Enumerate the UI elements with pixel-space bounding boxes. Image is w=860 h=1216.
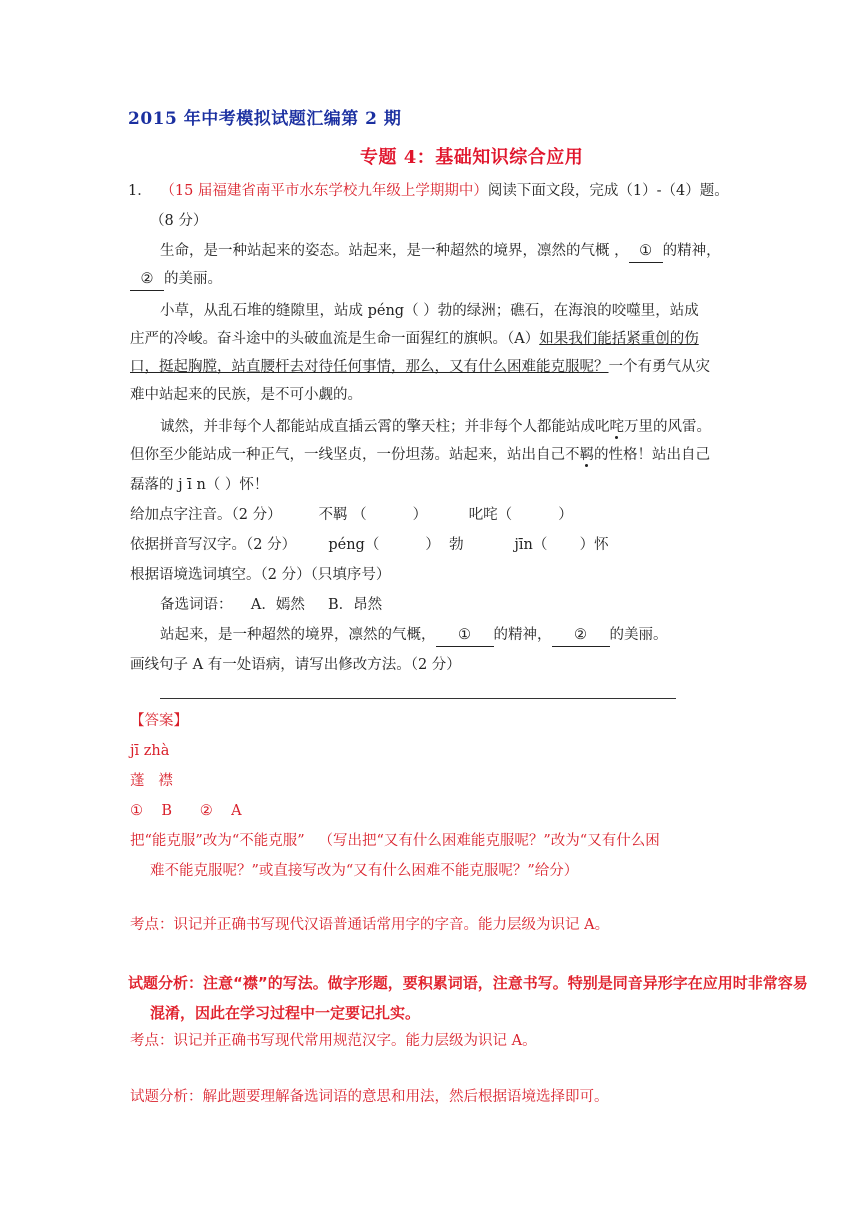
answer-4-line-1: 把“能克服”改为“不能克服” （写出把“又有什么困难能克服呢？”改为“又有什么困 bbox=[130, 833, 660, 849]
document-title: 2015 年中考模拟试题汇编第 2 期 bbox=[128, 109, 402, 129]
paragraph-3-line-1 bbox=[160, 416, 711, 438]
knowledge-point-2: 考点：识记并正确书写现代常用规范汉字。能力层级为识记 A。 bbox=[130, 1033, 537, 1049]
answer-3: ① B ② A bbox=[130, 803, 242, 819]
paragraph-text: 的性格！站出自己 bbox=[594, 447, 710, 463]
answer-1: jī zhà bbox=[130, 743, 170, 759]
answer-label: 【答案】 bbox=[130, 713, 188, 729]
paragraph-text: 庄严的冷峻。奋斗途中的头破血流是生命一面猩红的旗帜。（A） bbox=[130, 331, 540, 347]
fill-in-sentence bbox=[160, 624, 668, 647]
paragraph-text: 的精神， bbox=[662, 243, 721, 259]
dotted-char: 羁 bbox=[579, 447, 594, 463]
question-score: （8 分） bbox=[150, 213, 208, 229]
paragraph-text: 生命，是一种站起来的姿态。站起来，是一种超然的境界，凛然的气概 ， bbox=[160, 243, 629, 259]
paragraph-3-line-2 bbox=[130, 444, 710, 466]
knowledge-point-1: 考点：识记并正确书写现代汉语普通话常用字的字音。能力层级为识记 A。 bbox=[130, 917, 610, 933]
fill-blank-1: ① bbox=[436, 624, 494, 647]
sub-question-1: 给加点字注音。（2 分） 不羁 （ ） 叱咤（ ） bbox=[130, 507, 573, 523]
analysis-1-line-2: 混淆，因此在学习过程中一定要记扎实。 bbox=[150, 1004, 421, 1022]
answer-2: 蓬 襟 bbox=[130, 773, 173, 789]
sentence-a-underlined: 如果我们能括紧重创的伤 bbox=[539, 331, 699, 347]
paragraph-3-line-3: 磊落的 j ī n（ ）怀！ bbox=[130, 477, 269, 493]
sub-question-3: 根据语境选词填空。（2 分）（只填序号） bbox=[130, 567, 391, 583]
question-header bbox=[128, 180, 729, 202]
fill-blank-2: ② bbox=[552, 624, 610, 647]
paragraph-2-line-3 bbox=[130, 356, 710, 378]
paragraph-text: 诚然，并非每个人都能站成直插云霄的擎天柱；并非每个人都能站成叱 bbox=[160, 419, 610, 435]
question-number: 1． bbox=[128, 183, 152, 199]
question-source: （15 届福建省南平市水东学校九年级上学期期中） bbox=[160, 183, 488, 199]
question-instruction: 阅读下面文段，完成（1）-（4）题。 bbox=[487, 183, 729, 199]
paragraph-text: 的美丽。 bbox=[164, 271, 222, 287]
paragraph-text: 的美丽。 bbox=[609, 627, 668, 643]
analysis-1-line-1: 试题分析：注意“襟”的写法。做字形题，要积累词语，注意书写。特别是同音异形字在应用时非常容易 bbox=[128, 974, 808, 992]
paragraph-text: 但你至少能站成一种正气，一线坚贞，一份坦荡。站起来，站出自己不 bbox=[130, 447, 580, 463]
paragraph-1-line-2 bbox=[130, 268, 222, 291]
paragraph-text: 站起来，是一种超然的境界，凛然的气概， bbox=[160, 627, 436, 643]
dotted-char: 咤 bbox=[609, 419, 624, 435]
analysis-2: 试题分析：解此题要理解备选词语的意思和用法，然后根据语境选择即可。 bbox=[130, 1089, 609, 1105]
paragraph-2-line-2 bbox=[130, 328, 699, 350]
paragraph-text: 一个有勇气从灾 bbox=[608, 359, 710, 375]
sentence-a-underlined: 口，挺起胸膛，站直腰杆去对待任何事情，那么，又有什么困难能克服呢？ bbox=[130, 359, 609, 375]
paragraph-text: 万里的风雷。 bbox=[624, 419, 711, 435]
sub-question-4: 画线句子 A 有一处语病，请写出修改方法。（2 分） bbox=[130, 657, 461, 673]
paragraph-1-line-1 bbox=[160, 240, 721, 263]
answer-4-line-2: 难不能克服呢？”或直接写改为“又有什么困难不能克服呢？”给分） bbox=[150, 863, 579, 879]
paragraph-2-line-1: 小草，从乱石堆的缝隙里，站成 péng（ ）勃的绿洲；礁石，在海浪的咬噬里，站成 bbox=[160, 303, 699, 319]
blank-2: ② bbox=[130, 268, 164, 291]
word-options: 备选词语： A．嫣然 B．昂然 bbox=[160, 597, 383, 613]
sub-question-2: 依据拼音写汉字。（2 分） péng（ ） 勃 jīn（ ）怀 bbox=[130, 537, 609, 553]
topic-title: 专题 4：基础知识综合应用 bbox=[360, 147, 584, 168]
paragraph-2-line-4: 难中站起来的民族，是不可小觑的。 bbox=[130, 387, 362, 403]
blank-1: ① bbox=[629, 240, 663, 263]
answer-line bbox=[160, 698, 676, 699]
paragraph-text: 的精神， bbox=[493, 627, 552, 643]
